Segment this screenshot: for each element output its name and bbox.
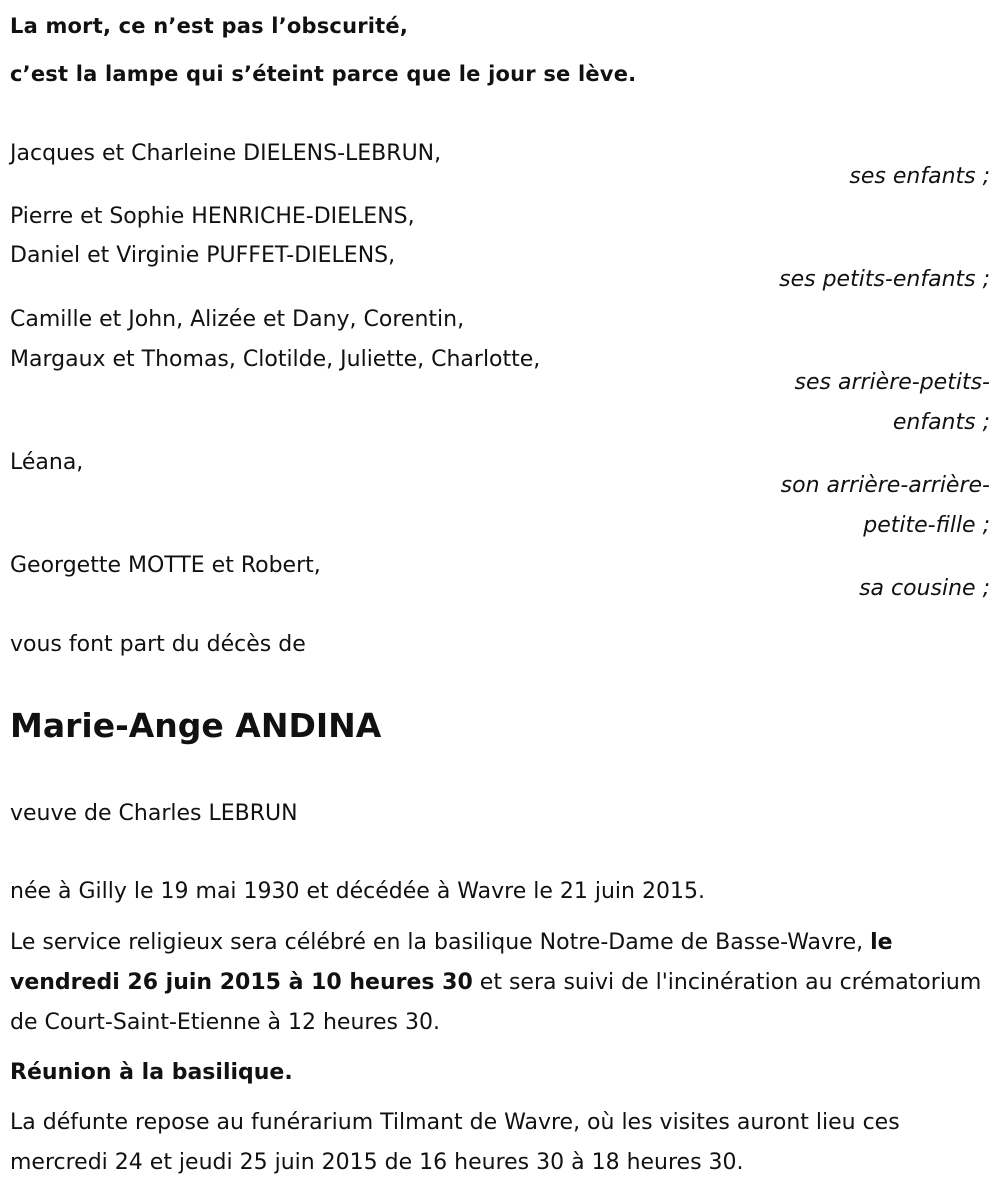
widow-of: veuve de Charles LEBRUN <box>10 801 298 826</box>
quote-line-2: c’est la lampe qui s’éteint parce que le jour se lève. <box>10 62 637 86</box>
great-great-relation-line-1: son arrière-arrière- <box>780 473 990 498</box>
cousin-relation: sa cousine ; <box>859 576 990 601</box>
cousin-names: Georgette MOTTE et Robert, <box>10 553 321 578</box>
deceased-name: Marie-Ange ANDINA <box>10 706 382 745</box>
service-text-1: Le service religieux sera célébré en la basilique Notre-Dame de Basse-Wavre, <box>10 930 871 955</box>
children-relation: ses enfants ; <box>849 164 990 189</box>
great-grandchildren-relation-line-2: enfants ; <box>892 410 990 435</box>
great-grandchildren-line-1: Camille et John, Alizée et Dany, Corentin, <box>10 307 465 332</box>
great-great-relation-line-2: petite-fille ; <box>863 513 990 538</box>
visits-paragraph: La défunte repose au funérarium Tilmant de Wavre, où les visites auront lieu ces mercredi 24 et jeudi 25 juin 2015 de 16 heures 30 à 18 heures 30. <box>10 1110 900 1175</box>
meeting-note: Réunion à la basilique. <box>10 1060 293 1085</box>
great-grandchildren-relation-line-1: ses arrière-petits- <box>794 370 990 395</box>
service-text-2: et sera suivi de l'incinération au crématorium de Court-Saint-Etienne à 12 heures 30. <box>10 970 982 1035</box>
service-paragraph <box>10 923 1000 1043</box>
great-grandchildren-line-2: Margaux et Thomas, Clotilde, Juliette, Charlotte, <box>10 347 541 372</box>
grandchildren-line-1: Pierre et Sophie HENRICHE-DIELENS, <box>10 204 415 229</box>
service-date: le vendredi 26 juin 2015 à 10 heures 30 <box>10 930 893 995</box>
grandchildren-line-2: Daniel et Virginie PUFFET-DIELENS, <box>10 243 396 268</box>
grandchildren-relation: ses petits-enfants ; <box>779 267 990 292</box>
birth-death-dates: née à Gilly le 19 mai 1930 et décédée à Wavre le 21 juin 2015. <box>10 879 705 904</box>
quote-line-1: La mort, ce n’est pas l’obscurité, <box>10 14 409 38</box>
great-great-grandchild-name: Léana, <box>10 450 84 475</box>
announcement-intro: vous font part du décès de <box>10 632 306 657</box>
children-names: Jacques et Charleine DIELENS-LEBRUN, <box>10 141 442 166</box>
